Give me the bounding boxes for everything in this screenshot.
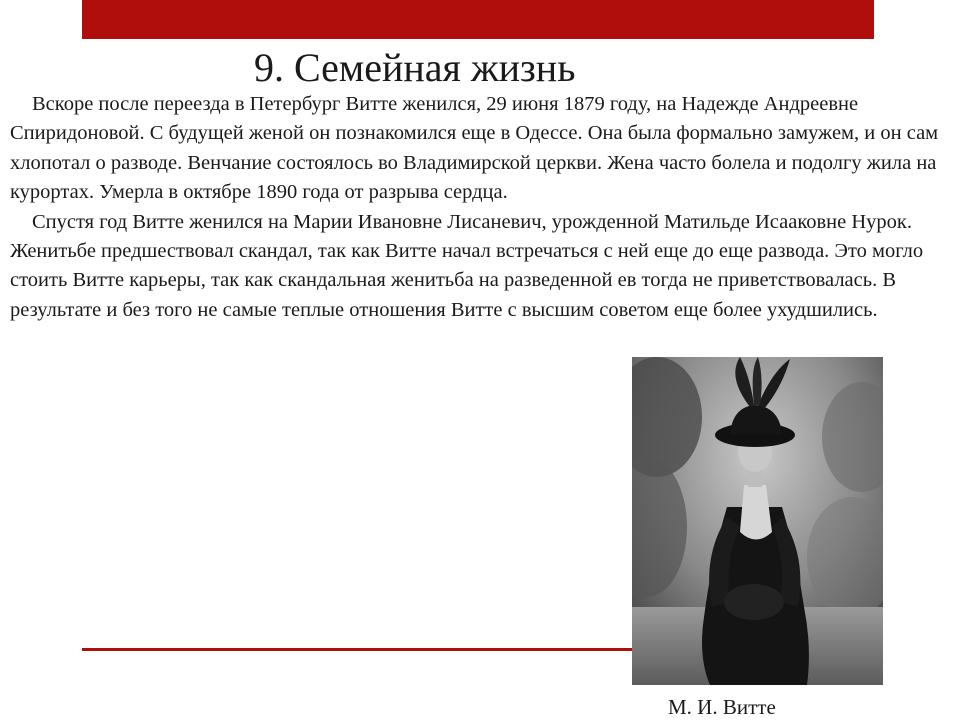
paragraph-second-marriage: Спустя год Витте женился на Марии Ивановне Лисаневич, урожденной Матильде Исааковне Нурок. Женитьбе предшествовал скандал, так как Витте начал встречаться с ней еще до еще развода. Это могло стоить Витте карьеры, так как скандальная женитьба на разведенной ев тогда не приветствовалась. В результате и без того не самые теплые отношения Витте с высшим советом еще более ухудшились. bbox=[10, 210, 924, 321]
portrait-photo bbox=[632, 357, 883, 685]
slide-title: 9. Семейная жизнь bbox=[254, 45, 576, 90]
photo-caption: М. И. Витте bbox=[668, 695, 776, 719]
top-accent-bar bbox=[82, 0, 874, 39]
paragraph-first-marriage: Вскоре после переезда в Петербург Витте женился, 29 июня 1879 году, на Надежде Андреевне Спиридоновой. С будущей женой он познакомился еще в Одессе. Она была формально замужем, и он сам хлопотал о разводе. Венчание состоялось во Владимирской церкви. Жена часто болела и подолгу жила на курортах. Умерла в октябре 1890 года от разрыва сердца. bbox=[10, 93, 939, 204]
slide-body bbox=[10, 90, 940, 325]
